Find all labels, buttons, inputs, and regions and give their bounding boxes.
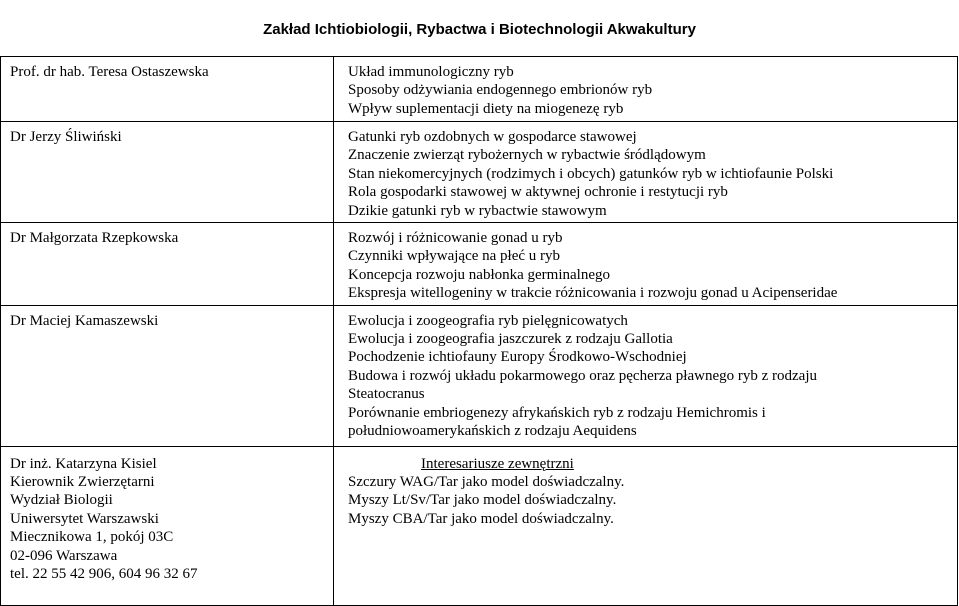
topic: Szczury WAG/Tar jako model doświadczalny. <box>348 474 625 491</box>
person-name: Dr Jerzy Śliwiński <box>10 129 122 145</box>
table-row <box>1 122 958 223</box>
topic: Stan niekomercyjnych (rodzimych i obcych) gatunków ryb w ichtiofaunie Polski <box>348 165 834 182</box>
topics-cell <box>334 57 958 122</box>
topic: Rola gospodarki stawowej w aktywnej ochronie i restytucji ryb <box>348 184 728 201</box>
person-cell <box>1 446 334 605</box>
person-name: Dr inż. Katarzyna Kisiel <box>10 455 157 472</box>
topic: Steatocranus <box>348 386 425 403</box>
table-row <box>1 305 958 446</box>
topic: Myszy Lt/Sv/Tar jako model doświadczalny. <box>348 492 617 509</box>
topic: Myszy CBA/Tar jako model doświadczalny. <box>348 510 614 527</box>
topic: Porównanie embriogenezy afrykańskich ryb z rodzaju Hemichromis i <box>348 404 766 421</box>
person-address: Miecznikowa 1, pokój 03C <box>10 529 174 546</box>
person-phone: tel. 22 55 42 906, 604 96 32 67 <box>10 566 198 583</box>
topic: Koncepcja rozwoju nabłonka germinalnego <box>348 266 610 283</box>
person-city: 02-096 Warszawa <box>10 547 118 564</box>
person-cell <box>1 57 334 122</box>
topic: Budowa i rozwój układu pokarmowego oraz pęcherza pławnego ryb z rodzaju <box>348 367 817 384</box>
table-row <box>1 223 958 306</box>
topic: Ewolucja i zoogeografia jaszczurek z rodzaju Gallotia <box>348 331 673 348</box>
topic: Gatunki ryb ozdobnych w gospodarce stawowej <box>348 129 637 145</box>
person-role: Kierownik Zwierzętarni <box>10 474 155 491</box>
staff-topics-table <box>0 56 958 606</box>
section-heading: Interesariusze zewnętrzni <box>421 455 574 472</box>
person-cell <box>1 122 334 223</box>
topic: Dzikie gatunki ryb w rybactwie stawowym <box>348 202 607 219</box>
topic: południowoamerykańskich z rodzaju Aequidens <box>348 423 637 440</box>
topics-cell <box>334 446 958 605</box>
topic: Ewolucja i zoogeografia ryb pielęgnicowatych <box>348 312 628 329</box>
topics-cell <box>334 122 958 223</box>
topic: Wpływ suplementacji diety na miogenezę ryb <box>348 100 624 117</box>
topics-cell <box>334 305 958 446</box>
topic: Układ immunologiczny ryb <box>348 64 514 80</box>
page-title: Zakład Ichtiobiologii, Rybactwa i Biotechnologii Akwakultury <box>263 21 696 38</box>
topic: Czynniki wpływające na płeć u ryb <box>348 248 561 265</box>
person-faculty: Wydział Biologii <box>10 492 113 509</box>
person-cell <box>1 223 334 306</box>
person-name: Dr Małgorzata Rzepkowska <box>10 230 179 247</box>
table-row <box>1 57 958 122</box>
person-name: Prof. dr hab. Teresa Ostaszewska <box>10 64 209 80</box>
person-cell <box>1 305 334 446</box>
topics-cell <box>334 223 958 306</box>
topic: Rozwój i różnicowanie gonad u ryb <box>348 230 563 247</box>
topic: Pochodzenie ichtiofauny Europy Środkowo-Wschodniej <box>348 349 687 366</box>
topic: Sposoby odżywiania endogennego embrionów ryb <box>348 82 653 99</box>
topic: Ekspresja witellogeniny w trakcie różnicowania i rozwoju gonad u Acipenseridae <box>348 285 838 302</box>
person-name: Dr Maciej Kamaszewski <box>10 312 159 329</box>
topic: Znaczenie zwierząt rybożernych w rybactwie śródlądowym <box>348 147 706 164</box>
person-university: Uniwersytet Warszawski <box>10 510 159 527</box>
table-row <box>1 446 958 605</box>
